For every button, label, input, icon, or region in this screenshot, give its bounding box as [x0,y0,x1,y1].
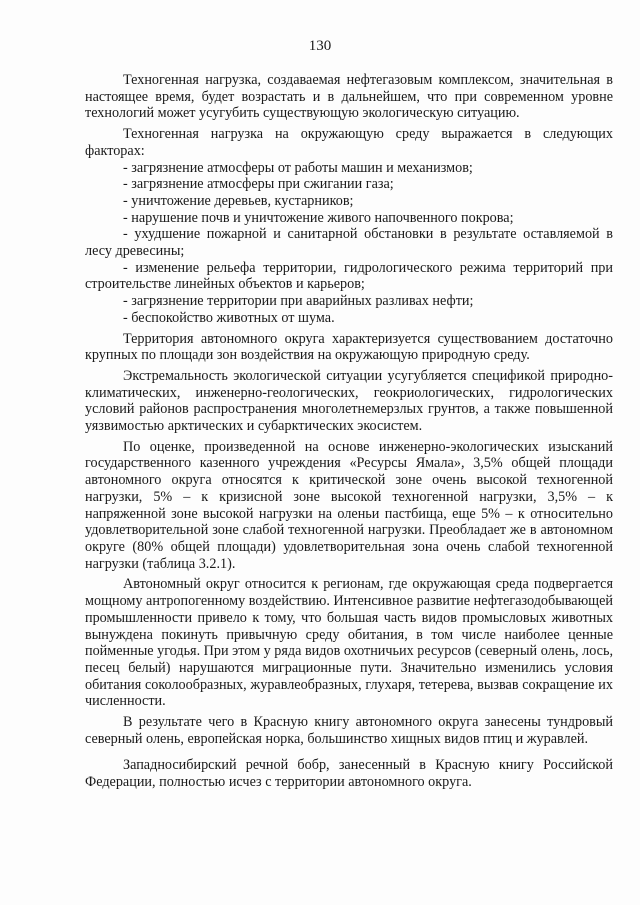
factors-intro: Техногенная нагрузка на окружающую среду выражается в следующих факторах: [85,126,613,159]
factor-item: - ухудшение пожарной и санитарной обстановки в результате оставляемой в лесу древесины; [85,226,613,260]
factor-item: - загрязнение атмосферы при сжигании газа; [123,176,394,193]
beaver-paragraph: Западносибирский речной бобр, занесенный в Красную книгу Российской Федерации, полностью исчез с территории автономного округа. [85,757,613,791]
factor-item: - беспокойство животных от шума. [123,309,335,326]
page-content [85,72,613,795]
region-paragraph: Автономный округ относится к регионам, где окружающая среда подвергается мощному антропогенному воздействию. Интенсивное развитие нефтегазодобывающей промышленности привело к тому, что большая часть видов промысловых животных вынуждена покинуть привычную среду обитания, в том числе наиболее ценные пойменные угодья. При этом у ряда видов охотничьих ресурсов (северный олень, лось, песец белый) нарушаются миграционные пути. Значительно изменились условия обитания соколообразных, журавлеобразных, глухаря, тетерева, вызвав сокращение их численности. [85,576,613,710]
intro-paragraph: Техногенная нагрузка, создаваемая нефтегазовым комплексом, значительная в настоящее время, будет возрастать и в дальнейшем, что при современном уровне технологий может усугубить существующую экологическую ситуацию. [85,72,613,122]
factor-item: - нарушение почв и уничтожение живого напочвенного покрова; [123,209,514,226]
factor-item: - изменение рельефа территории, гидрологического режима территорий при строительстве линейных объектов и карьеров; [85,259,613,293]
page-number: 130 [308,38,332,54]
factor-item: - уничтожение деревьев, кустарников; [123,192,354,209]
factor-item: - загрязнение территории при аварийных разливах нефти; [123,293,474,310]
factor-item: - загрязнение атмосферы от работы машин и механизмов; [123,159,473,176]
red-book-paragraph: В результате чего в Красную книгу автономного округа занесены тундровый северный олень, европейская норка, большинство хищных видов птиц и журавлей. [85,714,613,747]
territory-paragraph: Территория автономного округа характеризуется существованием достаточно крупных по площади зон воздействия на окружающую природную среду. [85,330,613,364]
assessment-paragraph: По оценке, произведенной на основе инженерно-экологических изысканий государственного казенного учреждения «Ресурсы Ямала», 3,5% общей площади автономного округа относятся к критической зоне очень высокой техногенной нагрузки, 5% – к кризисной зоне высокой техногенной нагрузки, 3,5% – к напряженной зоне высокой нагрузки на оленьи пастбища, еще 5% – к относительно удовлетворительной зоне слабой техногенной нагрузки. Преобладает же в автономном округе (80% общей площади) удовлетворительная зона очень слабой техногенной нагрузки (таблица 3.2.1). [85,438,613,572]
extremality-paragraph: Экстремальность экологической ситуации усугубляется спецификой природно-климатических, инженерно-геологических, геокриологических, гидрологических условий районов распространения многолетнемерзлых грунтов, а также повышенной уязвимостью арктических и субарктических экосистем. [85,367,613,435]
